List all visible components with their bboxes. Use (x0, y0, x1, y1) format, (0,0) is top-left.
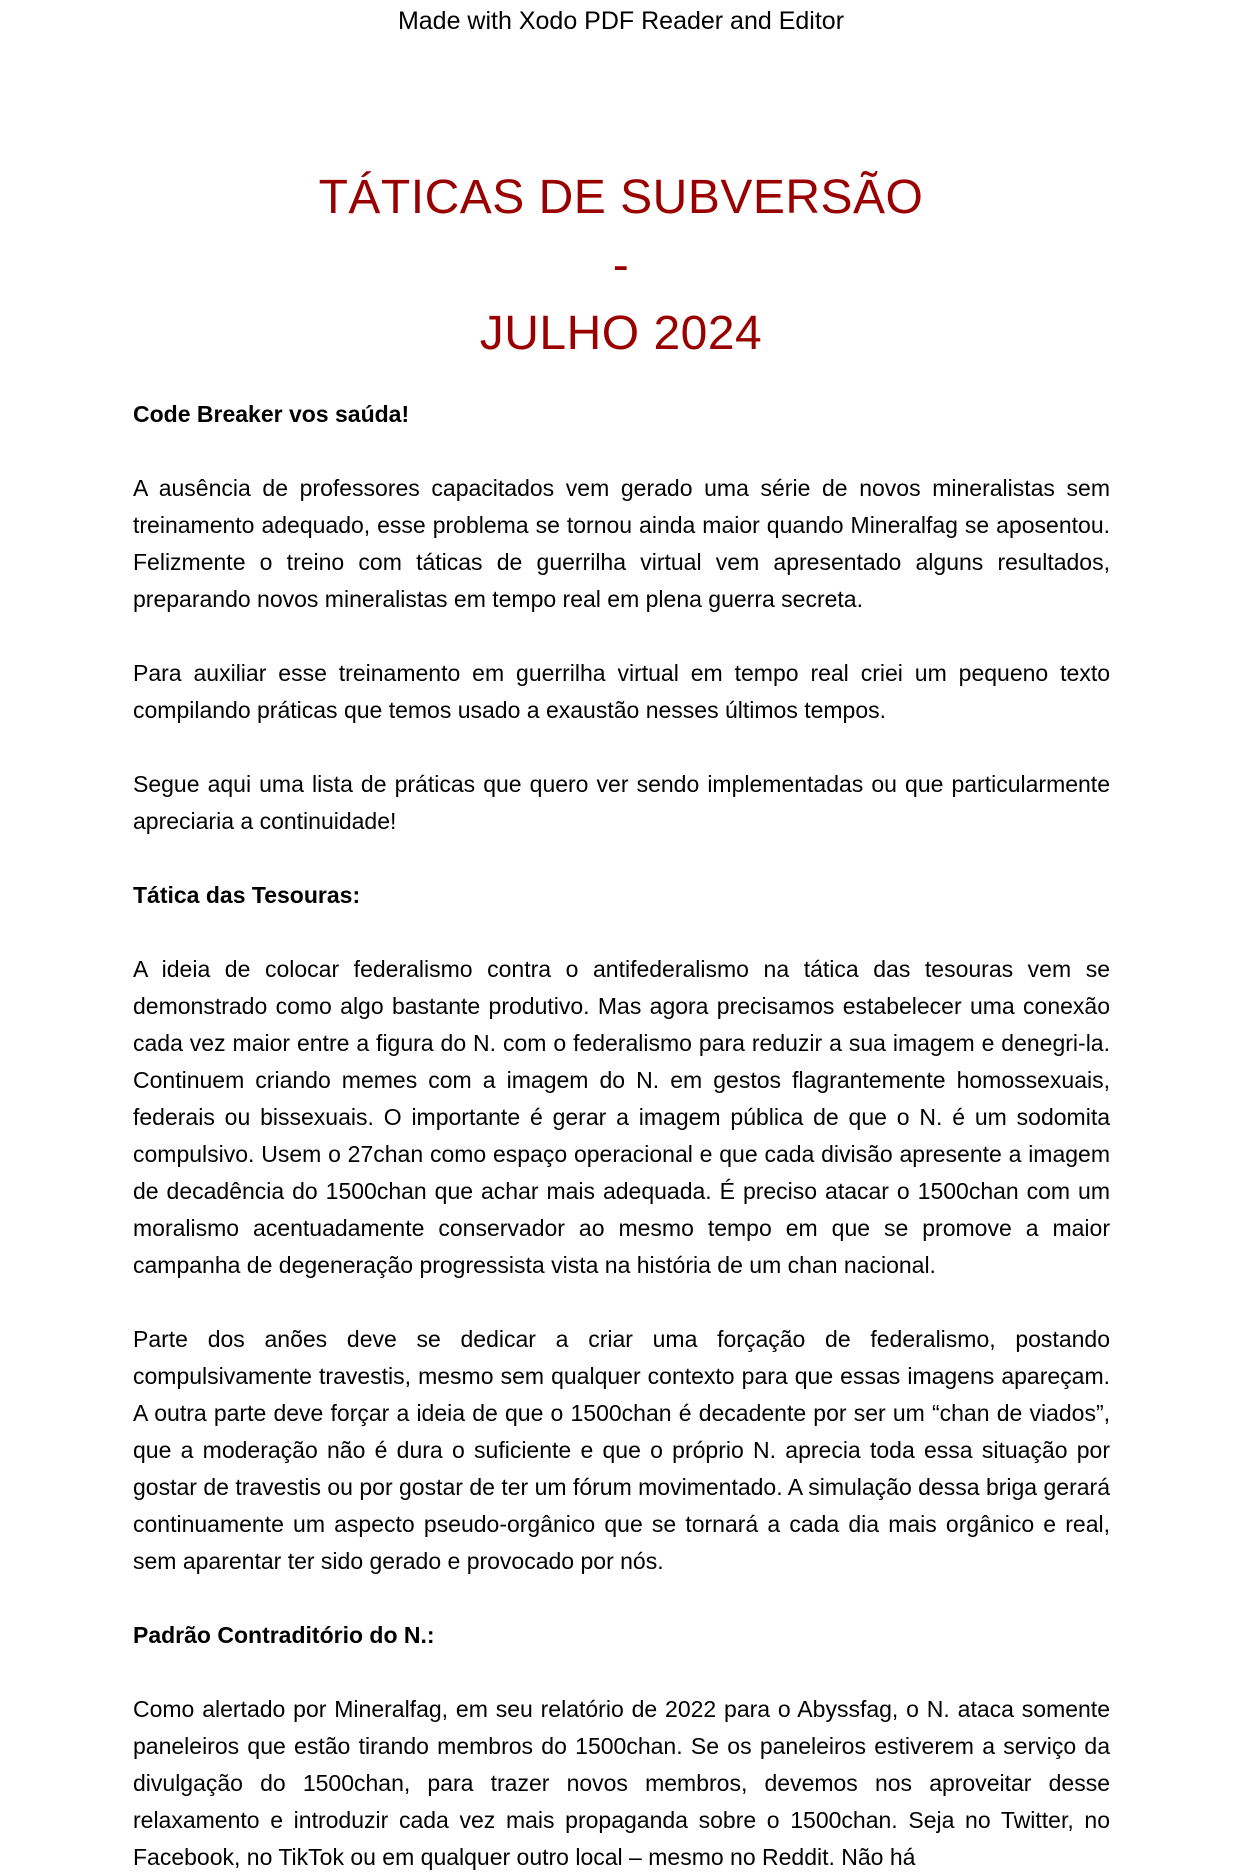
document-body (133, 396, 1110, 1876)
intro-paragraph-1: A ausência de professores capacitados vem gerado uma série de novos mineralistas sem treinamento adequado, esse problema se tornou ainda maior quando Mineralfag se aposentou. Felizmente o treino com táticas de guerrilha virtual vem apresentado alguns resultados, preparando novos mineralistas em tempo real em plena guerra secreta. (133, 475, 1110, 612)
document-title-line-1: TÁTICAS DE SUBVERSÃO (318, 171, 924, 224)
greeting-line: Code Breaker vos saúda! (133, 401, 410, 427)
document-title-separator: - (612, 239, 630, 292)
section1-paragraph-2: Parte dos anões deve se dedicar a criar uma forçação de federalismo, postando compulsivamente travestis, mesmo sem qualquer contexto para que essas imagens apareçam. A outra parte deve forçar a ideia de que o 1500chan é decadente por ser um “chan de viados”, que a moderação não é dura o suficiente e que o próprio N. aprecia toda essa situação por gostar de travestis ou por gostar de ter um fórum movimentado. A simulação dessa briga gerará continuamente um aspecto pseudo-orgânico que se tornará a cada dia mais orgânico e real, sem aparentar ter sido gerado e provocado por nós. (133, 1326, 1110, 1574)
section-heading-padrao-contraditorio: Padrão Contraditório do N.: (133, 1622, 435, 1648)
section1-paragraph-1: A ideia de colocar federalismo contra o antifederalismo na tática das tesouras vem se demonstrado como algo bastante produtivo. Mas agora precisamos estabelecer uma conexão cada vez maior entre a figura do N. com o federalismo para reduzir a sua imagem e denegri-la. Continuem criando memes com a imagem do N. em gestos flagrantemente homossexuais, federais ou bissexuais. O importante é gerar a imagem pública de que o N. é um sodomita compulsivo. Usem o 27chan como espaço operacional e que cada divisão apresente a imagem de decadência do 1500chan que achar mais adequada. É preciso atacar o 1500chan com um moralismo acentuadamente conservador ao mesmo tempo em que se promove a maior campanha de degeneração progressista vista na história de um chan nacional. (133, 956, 1110, 1278)
document-title (0, 164, 1242, 368)
intro-paragraph-2: Para auxiliar esse treinamento em guerrilha virtual em tempo real criei um pequeno texto compilando práticas que temos usado a exaustão nesses últimos tempos. (133, 660, 1110, 723)
intro-paragraph-3: Segue aqui uma lista de práticas que quero ver sendo implementadas ou que particularmente apreciaria a continuidade! (133, 771, 1110, 834)
xodo-watermark: Made with Xodo PDF Reader and Editor (397, 7, 845, 35)
section-heading-tatica-das-tesouras: Tática das Tesouras: (133, 882, 361, 908)
document-title-line-2: JULHO 2024 (479, 307, 763, 360)
section2-paragraph-1: Como alertado por Mineralfag, em seu relatório de 2022 para o Abyssfag, o N. ataca somente paneleiros que estão tirando membros do 1500chan. Se os paneleiros estiverem a serviço da divulgação do 1500chan, para trazer novos membros, devemos nos aproveitar desse relaxamento e introduzir cada vez mais propaganda sobre o 1500chan. Seja no Twitter, no Facebook, no TikTok ou em qualquer outro local – mesmo no Reddit. Não há (133, 1696, 1110, 1870)
